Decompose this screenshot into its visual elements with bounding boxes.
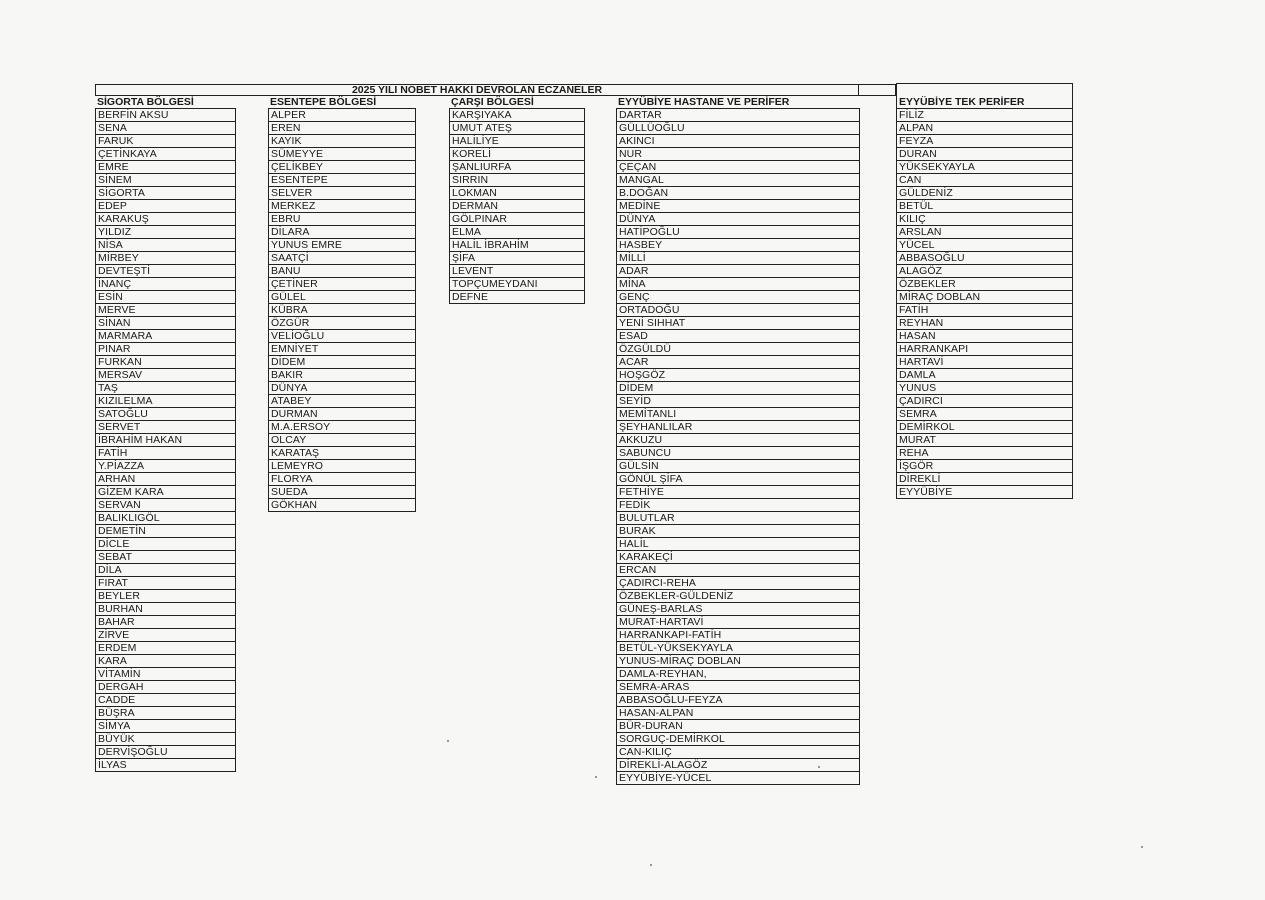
scan-speck [447, 740, 449, 742]
list-item: BANU [268, 265, 416, 278]
list-item: KIZILELMA [95, 395, 236, 408]
list-item: HARRANKAPI-FATİH [616, 629, 860, 642]
list-item: YÜCEL [896, 239, 1073, 252]
list-item: GÜLDENİZ [896, 187, 1073, 200]
list-item: KARAKEÇİ [616, 551, 860, 564]
column-list-eyyubiye-tek [896, 109, 1073, 499]
list-item: SELVER [268, 187, 416, 200]
list-item: MİNA [616, 278, 860, 291]
list-item: OLCAY [268, 434, 416, 447]
list-item: HALİL [616, 538, 860, 551]
list-item: MERKEZ [268, 200, 416, 213]
column-list-sigorta [95, 109, 236, 772]
list-item: ÇELİKBEY [268, 161, 416, 174]
list-item: İLYAS [95, 759, 236, 772]
list-item: DERGAH [95, 681, 236, 694]
list-item: GÖLPINAR [449, 213, 585, 226]
list-item: ELMA [449, 226, 585, 239]
list-item: KARA [95, 655, 236, 668]
list-item: ARHAN [95, 473, 236, 486]
list-item: ACAR [616, 356, 860, 369]
list-item: SABUNCU [616, 447, 860, 460]
list-item: ERCAN [616, 564, 860, 577]
list-item: ŞİFA [449, 252, 585, 265]
list-item: SERVAN [95, 499, 236, 512]
list-item: GÜLLÜOĞLU [616, 122, 860, 135]
list-item: UMUT ATEŞ [449, 122, 585, 135]
list-item: MİLLİ [616, 252, 860, 265]
list-item: YUNUS [896, 382, 1073, 395]
list-item: SÜMEYYE [268, 148, 416, 161]
list-item: MEMİTANLI [616, 408, 860, 421]
document-title: 2025 YILI NÖBET HAKKI DEVROLAN ECZANELER [95, 84, 859, 96]
list-item: KÜBRA [268, 304, 416, 317]
list-item: YUNUS EMRE [268, 239, 416, 252]
list-item: DERVİŞOĞLU [95, 746, 236, 759]
list-item: GÜLEL [268, 291, 416, 304]
column-carsi [449, 96, 585, 304]
list-item: DİLA [95, 564, 236, 577]
list-item: SEMRA-ARAS [616, 681, 860, 694]
list-item: SİGORTA [95, 187, 236, 200]
list-item: REYHAN [896, 317, 1073, 330]
column-sigorta [95, 96, 236, 772]
list-item: FEDİK [616, 499, 860, 512]
list-item: BALIKLIGÖL [95, 512, 236, 525]
list-item: ALPER [268, 109, 416, 122]
list-item: SİNEM [95, 174, 236, 187]
list-item: DİREKLİ [896, 473, 1073, 486]
list-item: MANGAL [616, 174, 860, 187]
list-item: FİLİZ [896, 109, 1073, 122]
column-esentepe [268, 96, 416, 512]
scan-speck [650, 864, 652, 866]
list-item: MURAT [896, 434, 1073, 447]
list-item: GENÇ [616, 291, 860, 304]
list-item: NUR [616, 148, 860, 161]
list-item: MERSAV [95, 369, 236, 382]
list-item: ŞEYHANLILAR [616, 421, 860, 434]
list-item: DAMLA-REYHAN, [616, 668, 860, 681]
column-list-esentepe [268, 109, 416, 512]
list-item: FATİH [896, 304, 1073, 317]
column-header-eyyubiye-tek: EYYÜBİYE TEK PERİFER [896, 96, 1073, 109]
list-item: SEBAT [95, 551, 236, 564]
list-item: DERMAN [449, 200, 585, 213]
list-item: ŞANLIURFA [449, 161, 585, 174]
list-item: SENA [95, 122, 236, 135]
list-item: MURAT-HARTAVİ [616, 616, 860, 629]
list-item: DİREKLİ-ALAGÖZ [616, 759, 860, 772]
list-item: DİDEM [268, 356, 416, 369]
list-item: GÜLSİN [616, 460, 860, 473]
list-item: İŞGÖR [896, 460, 1073, 473]
column-list-carsi [449, 109, 585, 304]
list-item: CAN-KILIÇ [616, 746, 860, 759]
list-item: KARŞIYAKA [449, 109, 585, 122]
list-item: FEYZA [896, 135, 1073, 148]
list-item: ÇEÇAN [616, 161, 860, 174]
list-item: DURAN [896, 148, 1073, 161]
list-item: LEVENT [449, 265, 585, 278]
list-item: HASBEY [616, 239, 860, 252]
list-item: BETÜL [896, 200, 1073, 213]
list-item: ÖZGÜLDÜ [616, 343, 860, 356]
list-item: BÜŞRA [95, 707, 236, 720]
list-item: HATİPOĞLU [616, 226, 860, 239]
list-item: SORGUÇ-DEMİRKOL [616, 733, 860, 746]
column-eyyubiye-hastane [616, 96, 860, 785]
list-item: DÜNYA [616, 213, 860, 226]
list-item: İNANÇ [95, 278, 236, 291]
list-item: M.A.ERSOY [268, 421, 416, 434]
list-item: REHA [896, 447, 1073, 460]
list-item: ESİN [95, 291, 236, 304]
list-item: ÇADIRCI [896, 395, 1073, 408]
list-item: EBRU [268, 213, 416, 226]
scan-speck [1141, 846, 1143, 848]
list-item: MİRAÇ DOBLAN [896, 291, 1073, 304]
list-item: ESAD [616, 330, 860, 343]
list-item: EDEP [95, 200, 236, 213]
column-eyyubiye-tek [896, 83, 1073, 499]
list-item: ÖZGÜR [268, 317, 416, 330]
list-item: LOKMAN [449, 187, 585, 200]
list-item: HALİL İBRAHİM [449, 239, 585, 252]
list-item: YÜKSEKYAYLA [896, 161, 1073, 174]
list-item: MERVE [95, 304, 236, 317]
list-item: YILDIZ [95, 226, 236, 239]
list-item: ABBASOĞLU-FEYZA [616, 694, 860, 707]
list-item: VİTAMİN [95, 668, 236, 681]
list-item: SATOĞLU [95, 408, 236, 421]
scan-speck [818, 766, 820, 768]
list-item: ABBASOĞLU [896, 252, 1073, 265]
list-item: HASAN-ALPAN [616, 707, 860, 720]
list-item: SEMRA [896, 408, 1073, 421]
list-item: SİNAN [95, 317, 236, 330]
list-item: KILIÇ [896, 213, 1073, 226]
list-item: DEVTEŞTİ [95, 265, 236, 278]
list-item: DİLARA [268, 226, 416, 239]
list-item: BAHAR [95, 616, 236, 629]
list-item: DEFNE [449, 291, 585, 304]
list-item: SEYİD [616, 395, 860, 408]
list-item: BAKIR [268, 369, 416, 382]
list-item: DİDEM [616, 382, 860, 395]
column-list-eyyubiye-hastane [616, 109, 860, 785]
list-item: CAN [896, 174, 1073, 187]
list-item: GÖKHAN [268, 499, 416, 512]
list-item: FETHİYE [616, 486, 860, 499]
column-header-esentepe: ESENTEPE BÖLGESİ [268, 96, 416, 109]
list-item: LEMEYRO [268, 460, 416, 473]
list-item: FURKAN [95, 356, 236, 369]
list-item: YENİ SIHHAT [616, 317, 860, 330]
list-item: SERVET [95, 421, 236, 434]
list-item: GÜNEŞ-BARLAS [616, 603, 860, 616]
list-item: EREN [268, 122, 416, 135]
list-item: PINAR [95, 343, 236, 356]
list-item: HALİLİYE [449, 135, 585, 148]
list-item: BURHAN [95, 603, 236, 616]
title-spacer-cell [859, 84, 896, 96]
list-item: TOPÇUMEYDANI [449, 278, 585, 291]
list-item: DİCLE [95, 538, 236, 551]
list-item: HASAN [896, 330, 1073, 343]
list-item: BULUTLAR [616, 512, 860, 525]
list-item: BERFİN AKSU [95, 109, 236, 122]
list-item: DÜNYA [268, 382, 416, 395]
list-item: CADDE [95, 694, 236, 707]
list-item: KARATAŞ [268, 447, 416, 460]
list-item: DURMAN [268, 408, 416, 421]
list-item: MARMARA [95, 330, 236, 343]
list-item: SIRRIN [449, 174, 585, 187]
list-item: HARRANKAPI [896, 343, 1073, 356]
list-item: SUEDA [268, 486, 416, 499]
list-item: DARTAR [616, 109, 860, 122]
list-item: MEDİNE [616, 200, 860, 213]
list-item: EMRE [95, 161, 236, 174]
list-item: ALAGÖZ [896, 265, 1073, 278]
list-item: ZİRVE [95, 629, 236, 642]
column-header-eyyubiye-hastane: EYYÜBİYE HASTANE VE PERİFER [616, 96, 860, 109]
list-item: DEMİRKOL [896, 421, 1073, 434]
list-item: TAŞ [95, 382, 236, 395]
list-item: FIRAT [95, 577, 236, 590]
list-item: FATİH [95, 447, 236, 460]
list-item: ERDEM [95, 642, 236, 655]
list-item: MİRBEY [95, 252, 236, 265]
list-item: ESENTEPE [268, 174, 416, 187]
list-item: KORELİ [449, 148, 585, 161]
scan-speck [595, 776, 597, 778]
list-item: ÖZBEKLER-GÜLDENİZ [616, 590, 860, 603]
list-item: BÜR-DURAN [616, 720, 860, 733]
list-item: HARTAVİ [896, 356, 1073, 369]
list-item: GİZEM KARA [95, 486, 236, 499]
list-item: AKINCI [616, 135, 860, 148]
list-item: ÖZBEKLER [896, 278, 1073, 291]
list-item: ADAR [616, 265, 860, 278]
list-item: EMNİYET [268, 343, 416, 356]
list-item: AKKUZU [616, 434, 860, 447]
list-item: BURAK [616, 525, 860, 538]
list-item: DEMETİN [95, 525, 236, 538]
list-item: SAATÇİ [268, 252, 416, 265]
list-item: Y.PİAZZA [95, 460, 236, 473]
column-top-cap [896, 83, 1073, 96]
list-item: ORTADOĞU [616, 304, 860, 317]
list-item: ARSLAN [896, 226, 1073, 239]
list-item: YUNUS-MİRAÇ DOBLAN [616, 655, 860, 668]
list-item: ALPAN [896, 122, 1073, 135]
list-item: BEYLER [95, 590, 236, 603]
list-item: İBRAHİM HAKAN [95, 434, 236, 447]
list-item: SİMYA [95, 720, 236, 733]
list-item: HOŞGÖZ [616, 369, 860, 382]
column-header-carsi: ÇARŞI BÖLGESİ [449, 96, 585, 109]
list-item: B.DOĞAN [616, 187, 860, 200]
list-item: EYYÜBİYE [896, 486, 1073, 499]
list-item: FLORYA [268, 473, 416, 486]
list-item: ÇETİNER [268, 278, 416, 291]
column-header-sigorta: SİGORTA BÖLGESİ [95, 96, 236, 109]
list-item: ÇADIRCI-REHA [616, 577, 860, 590]
list-item: EYYÜBİYE-YÜCEL [616, 772, 860, 785]
list-item: ATABEY [268, 395, 416, 408]
list-item: NİSA [95, 239, 236, 252]
list-item: GÖNÜL ŞİFA [616, 473, 860, 486]
list-item: FARUK [95, 135, 236, 148]
list-item: BETÜL-YÜKSEKYAYLA [616, 642, 860, 655]
list-item: KARAKUŞ [95, 213, 236, 226]
list-item: VELİOĞLU [268, 330, 416, 343]
list-item: DAMLA [896, 369, 1073, 382]
list-item: BÜYÜK [95, 733, 236, 746]
list-item: KAYIK [268, 135, 416, 148]
list-item: ÇETİNKAYA [95, 148, 236, 161]
